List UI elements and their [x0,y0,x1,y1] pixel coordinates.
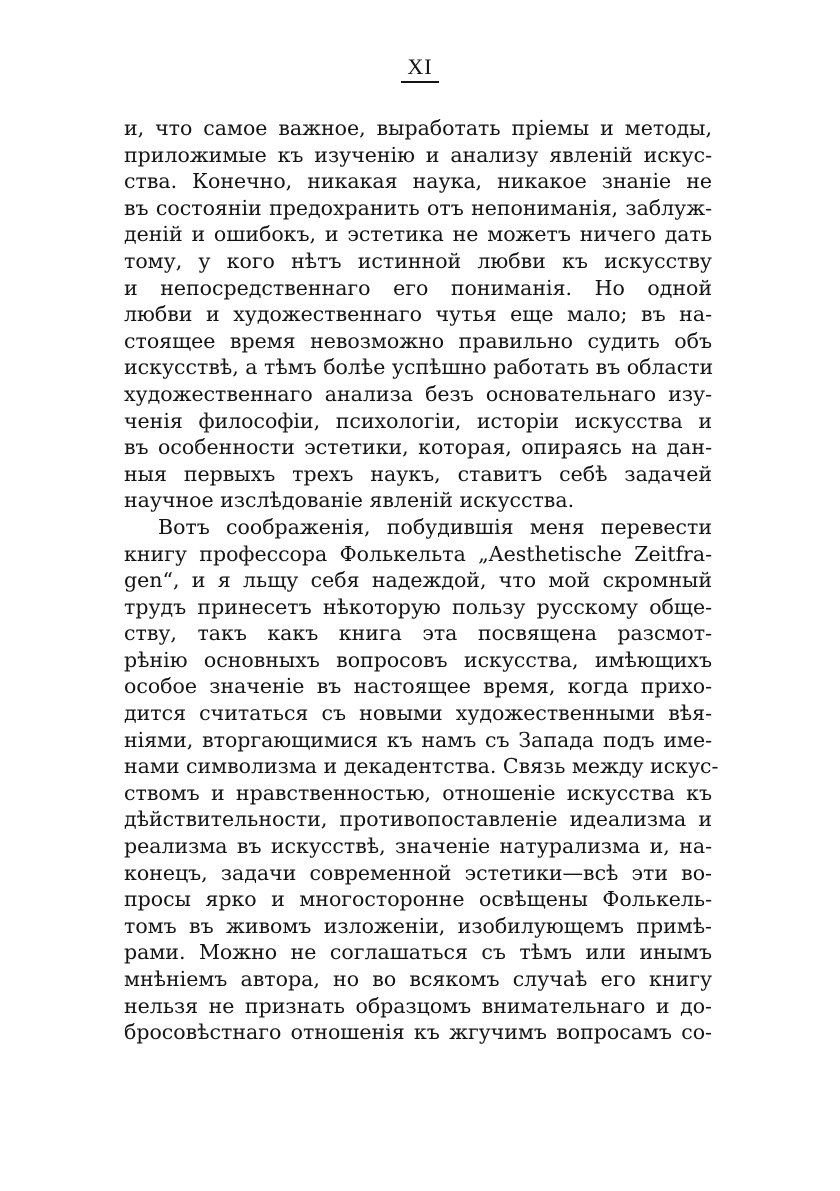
text-line: ченія философіи, психологіи, исторіи искусства и [124,408,712,433]
text-line: нами символизма и декадентства. Связь между искус- [124,754,719,779]
text-line: трудъ принесетъ нѣкоторую пользу русскому обще- [124,594,712,619]
text-line: нельзя не признать образцомъ внимательнаго и до- [124,993,712,1018]
text-line: дится считаться съ новыми художественными вѣя- [124,701,712,726]
text-line: приложимые къ изученію и анализу явленій искус- [124,142,712,167]
text-line: ству, такъ какъ книга эта посвящена разсмот- [124,621,712,646]
text-line: ніями, вторгающимися къ намъ съ Запада подъ име- [124,727,712,752]
text-line: реализма въ искусствѣ, значеніе натурализма и, на- [124,834,712,859]
text-line: рѣнію основныхъ вопросовъ искусства, имѣющихъ [124,647,712,672]
paragraph-end-line: научное изслѣдованіе явленій искусства. [124,488,575,513]
page-header [0,55,840,83]
text-line: ныя первыхъ трехъ наукъ, ставитъ себѣ задачей [124,461,712,486]
text-line: мнѣніемъ автора, но во всякомъ случаѣ его книгу [124,967,712,991]
text-line: въ особенности эстетики, которая, опираясь на дан- [124,435,712,460]
text-line: конецъ, задачи современной эстетики—всѣ эти во- [124,860,712,885]
text-line: ства. Конечно, никакая наука, никакое знаніе не [124,169,712,194]
text-line: любви и художественнаго чутья еще мало; въ на- [124,302,712,327]
text-line: и, что самое важное, выработать пріемы и методы, [124,116,712,140]
text-line: тому, у кого нѣтъ истинной любви къ искусству [124,248,712,273]
text-line: gen“, и я льщу себя надеждой, что мой скромный [124,568,712,593]
text-line: дѣйствительности, противопоставленіе идеализма и [124,807,712,832]
text-line: художественнаго анализа безъ основательнаго изу- [124,381,712,406]
paragraph-start-line: Вотъ соображенія, побудившія меня перевести [158,514,712,539]
page-number: XI [401,55,438,83]
text-line: искусствѣ, а тѣмъ болѣе успѣшно работать въ области [124,355,714,380]
text-line: книгу профессора Фолькельта „Aesthetische Zeitfra- [124,541,712,566]
text-line: томъ въ живомъ изложеніи, изобилующемъ примѣ- [124,913,712,938]
text-line: бросовѣстнаго отношенія къ жгучимъ вопросамъ со- [124,1020,712,1045]
text-line: въ состояніи предохранить отъ непониманія, заблуж- [124,195,712,220]
text-line: особое значеніе въ настоящее время, когда прихо- [124,674,712,699]
body-text [124,115,719,1046]
text-line: и непосредственнаго его пониманія. Но одной [124,275,712,300]
text-line: рами. Можно не соглашаться съ тѣмъ или инымъ [124,940,712,965]
text-line: просы ярко и многосторонне освѣщены Фолькель- [124,887,712,912]
text-line: стоящее время невозможно правильно судить объ [124,328,712,353]
text-line: деній и ошибокъ, и эстетика не можетъ ничего дать [124,222,712,247]
text-line: ствомъ и нравственностью, отношеніе искусства къ [124,780,712,805]
